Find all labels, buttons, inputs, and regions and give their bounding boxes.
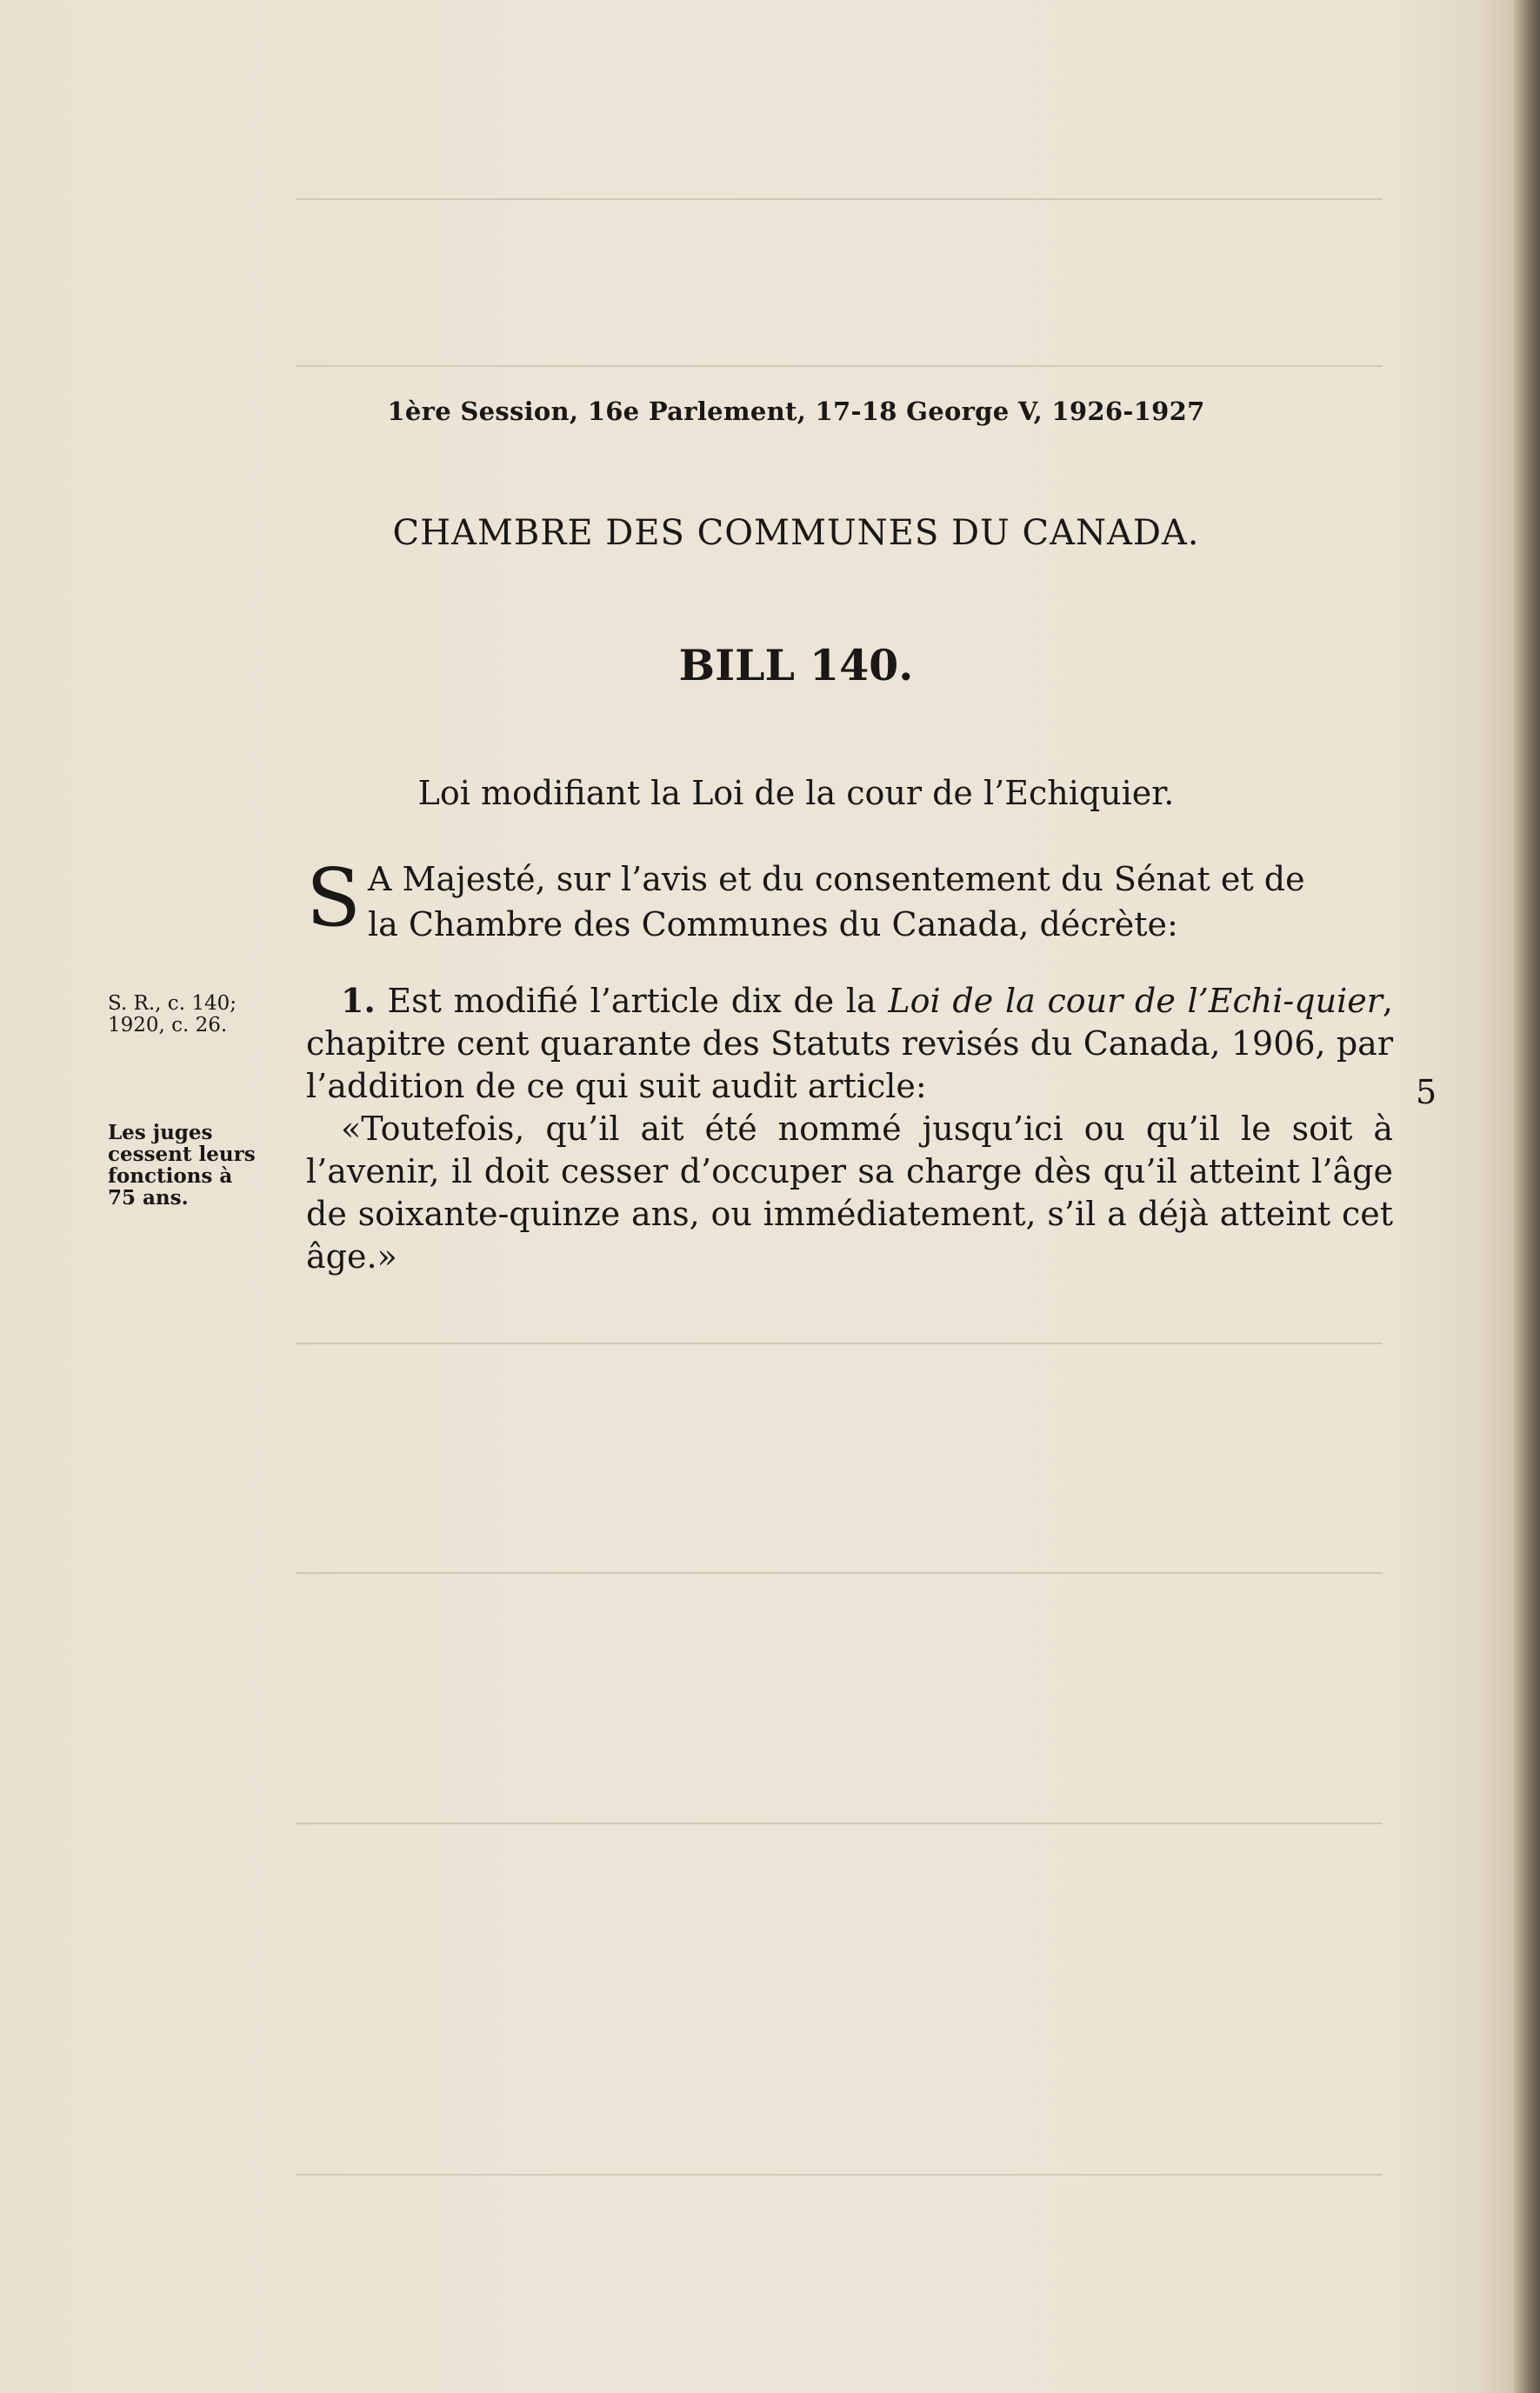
- session-heading: 1ère Session, 16e Parlement, 17-18 George V, 1926-1927: [387, 397, 1205, 426]
- show-through-rule: [296, 365, 1383, 367]
- line-number: 5: [1416, 1073, 1437, 1111]
- enacting-line-1: A Majesté, sur l’avis et du consentement du Sénat et de: [368, 860, 1305, 898]
- margin-reference: [108, 993, 282, 1037]
- section-1: [306, 979, 1393, 1278]
- margin-reference-line: 1920, c. 26.: [108, 1014, 228, 1037]
- section-1-paragraph: [306, 979, 1393, 1108]
- margin-heading-line: Les juges: [108, 1121, 213, 1144]
- show-through-rule: [296, 1343, 1383, 1344]
- amendment-quote: «Toutefois, qu’il ait été nommé jusqu’ici ou qu’il le soit à l’avenir, il doit cesser d’occuper sa charge dès qu’il atteint l’âge de soixante-quinze ans, ou immédiatement, s’il a déjà atteint cet âge.»: [306, 1110, 1393, 1276]
- section-number: 1.: [341, 981, 376, 1020]
- margin-heading-line: 75 ans.: [108, 1186, 189, 1210]
- enacting-line-2: la Chambre des Communes du Canada, décrète:: [368, 905, 1178, 943]
- margin-heading-line: cessent leurs: [108, 1143, 256, 1166]
- show-through-rule: [296, 1823, 1383, 1824]
- margin-heading: [108, 1122, 282, 1209]
- book-spine-edge: [1514, 0, 1540, 2393]
- show-through-rule: [296, 1572, 1383, 1574]
- statute-title: Loi de la cour de l’Echi-quier: [888, 982, 1383, 1020]
- chamber-heading: CHAMBRE DES COMMUNES DU CANADA.: [392, 513, 1200, 553]
- margin-heading-line: fonctions à: [108, 1164, 233, 1188]
- section-text-start: Est modifié l’article dix de la: [375, 982, 889, 1020]
- bill-title: BILL 140.: [678, 640, 914, 690]
- margin-reference-line: S. R., c. 140;: [108, 992, 237, 1015]
- section-text-end: , chapitre cent quarante des Statuts revisés du Canada, 1906, par l’addition de ce qui suit audit article:: [306, 982, 1393, 1105]
- drop-cap: S: [306, 851, 362, 944]
- show-through-rule: [296, 198, 1383, 200]
- enacting-clause: [306, 851, 1393, 947]
- show-through-rule: [296, 2174, 1383, 2176]
- bill-subtitle: Loi modifiant la Loi de la cour de l’Echiquier.: [417, 774, 1175, 812]
